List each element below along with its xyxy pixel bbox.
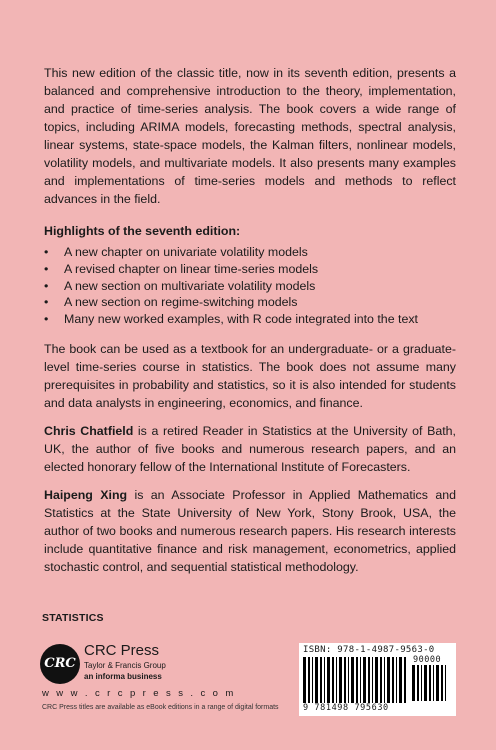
barcode-bar	[344, 657, 346, 703]
barcode-bar	[384, 657, 385, 703]
barcode-bar	[336, 657, 337, 703]
price-code: 90000	[413, 655, 442, 665]
intro-paragraph: This new edition of the classic title, now in its seventh edition, presents a balanced and comprehensive introduction to the theory, implementation, and practice of time-series analysis. The book covers a wide range of topics, including ARIMA models, forecasting methods, spectral analysis, linear systems, state-space models, the Kalman filters, nonlinear models, volatility models, and multivariate models. It also presents many examples and implementations of time-series models and methods to reflect advances in the field.	[44, 66, 456, 206]
barcode-bar	[368, 657, 370, 703]
barcode-bar	[380, 657, 382, 703]
barcode-bar	[372, 657, 373, 703]
barcode-bar	[429, 665, 431, 701]
barcode-bar	[324, 657, 325, 703]
publisher-block	[40, 640, 290, 700]
barcode-bar	[392, 657, 394, 703]
barcode-bar	[339, 657, 342, 703]
barcode-bar	[441, 665, 443, 701]
ean-digits: 9 781498 795630	[303, 703, 389, 713]
author-name: Chris Chatfield	[44, 423, 134, 438]
publisher-name: CRC Press	[84, 642, 160, 659]
barcode-bar	[445, 665, 446, 701]
barcode-bar	[412, 665, 415, 701]
highlights-list	[44, 244, 456, 328]
back-cover-text	[44, 64, 456, 586]
barcode-bar	[303, 657, 306, 703]
author-name: Haipeng Xing	[44, 487, 128, 502]
barcode-bar	[433, 665, 434, 701]
audience-paragraph: The book can be used as a textbook for an undergraduate- or a graduate-level time-series course in statistics. The book does not assume many prerequisites in probability and statistics, so it is also intended for students and data analysts in engineering, economics, and finance.	[44, 341, 456, 410]
barcode-bar	[375, 657, 378, 703]
barcode-bar	[308, 657, 310, 703]
author-bio-text: is a retired Reader in Statistics at the University of Bath, UK, the author of five books and numerous research papers, and an elected honorary fellow of the International Institute of Forecasters.	[44, 423, 457, 474]
highlight-item: • A new chapter on univariate volatility models	[44, 244, 456, 261]
highlight-item: • A new section on regime-switching models	[44, 294, 456, 311]
barcode-bar	[332, 657, 334, 703]
crc-logo-icon: CRC	[40, 644, 80, 684]
barcode-bar	[360, 657, 361, 703]
barcode-bar	[327, 657, 330, 703]
barcode-bar	[399, 657, 402, 703]
isbn-text: ISBN: 978-1-4987-9563-0	[303, 645, 435, 655]
barcode-bar	[404, 657, 406, 703]
barcode-bar	[320, 657, 322, 703]
barcode-bar	[396, 657, 397, 703]
barcode-bar	[387, 657, 390, 703]
author-bio-text: is an Associate Professor in Applied Mathematics and Statistics at the State University of New York, Stony Brook, USA, the author of two books and numerous research papers. His research interests include quantitative finance and risk management, econometrics, applied stochastic control, and sequential statistical methodology.	[44, 487, 456, 574]
barcode-bar	[315, 657, 318, 703]
barcode-bar	[351, 657, 354, 703]
barcode-bar	[424, 665, 427, 701]
barcode-bar	[356, 657, 358, 703]
barcode-bar	[417, 665, 419, 701]
publisher-group: Taylor & Francis Group	[84, 661, 166, 670]
subject-category: STATISTICS	[42, 612, 104, 624]
barcode-bar	[312, 657, 313, 703]
highlight-item: • A revised chapter on linear time-series models	[44, 261, 456, 278]
publisher-informa: an informa business	[84, 672, 162, 681]
barcode-bar	[348, 657, 349, 703]
highlight-item: • A new section on multivariate volatility models	[44, 278, 456, 295]
author-bio-chatfield	[44, 422, 456, 476]
highlight-item: • Many new worked examples, with R code integrated into the text	[44, 311, 456, 328]
author-bio-xing	[44, 486, 456, 576]
barcode-bar	[363, 657, 366, 703]
highlights-heading: Highlights of the seventh edition:	[44, 224, 241, 238]
barcode-bar	[436, 665, 439, 701]
barcode-block	[299, 643, 456, 716]
ebook-note: CRC Press titles are available as eBook editions in a range of digital formats	[42, 704, 279, 711]
publisher-url[interactable]: w w w . c r c p r e s s . c o m	[42, 688, 236, 699]
ean-barcode-icon	[303, 657, 407, 703]
addon-barcode-icon	[412, 665, 450, 701]
barcode-bar	[421, 665, 422, 701]
